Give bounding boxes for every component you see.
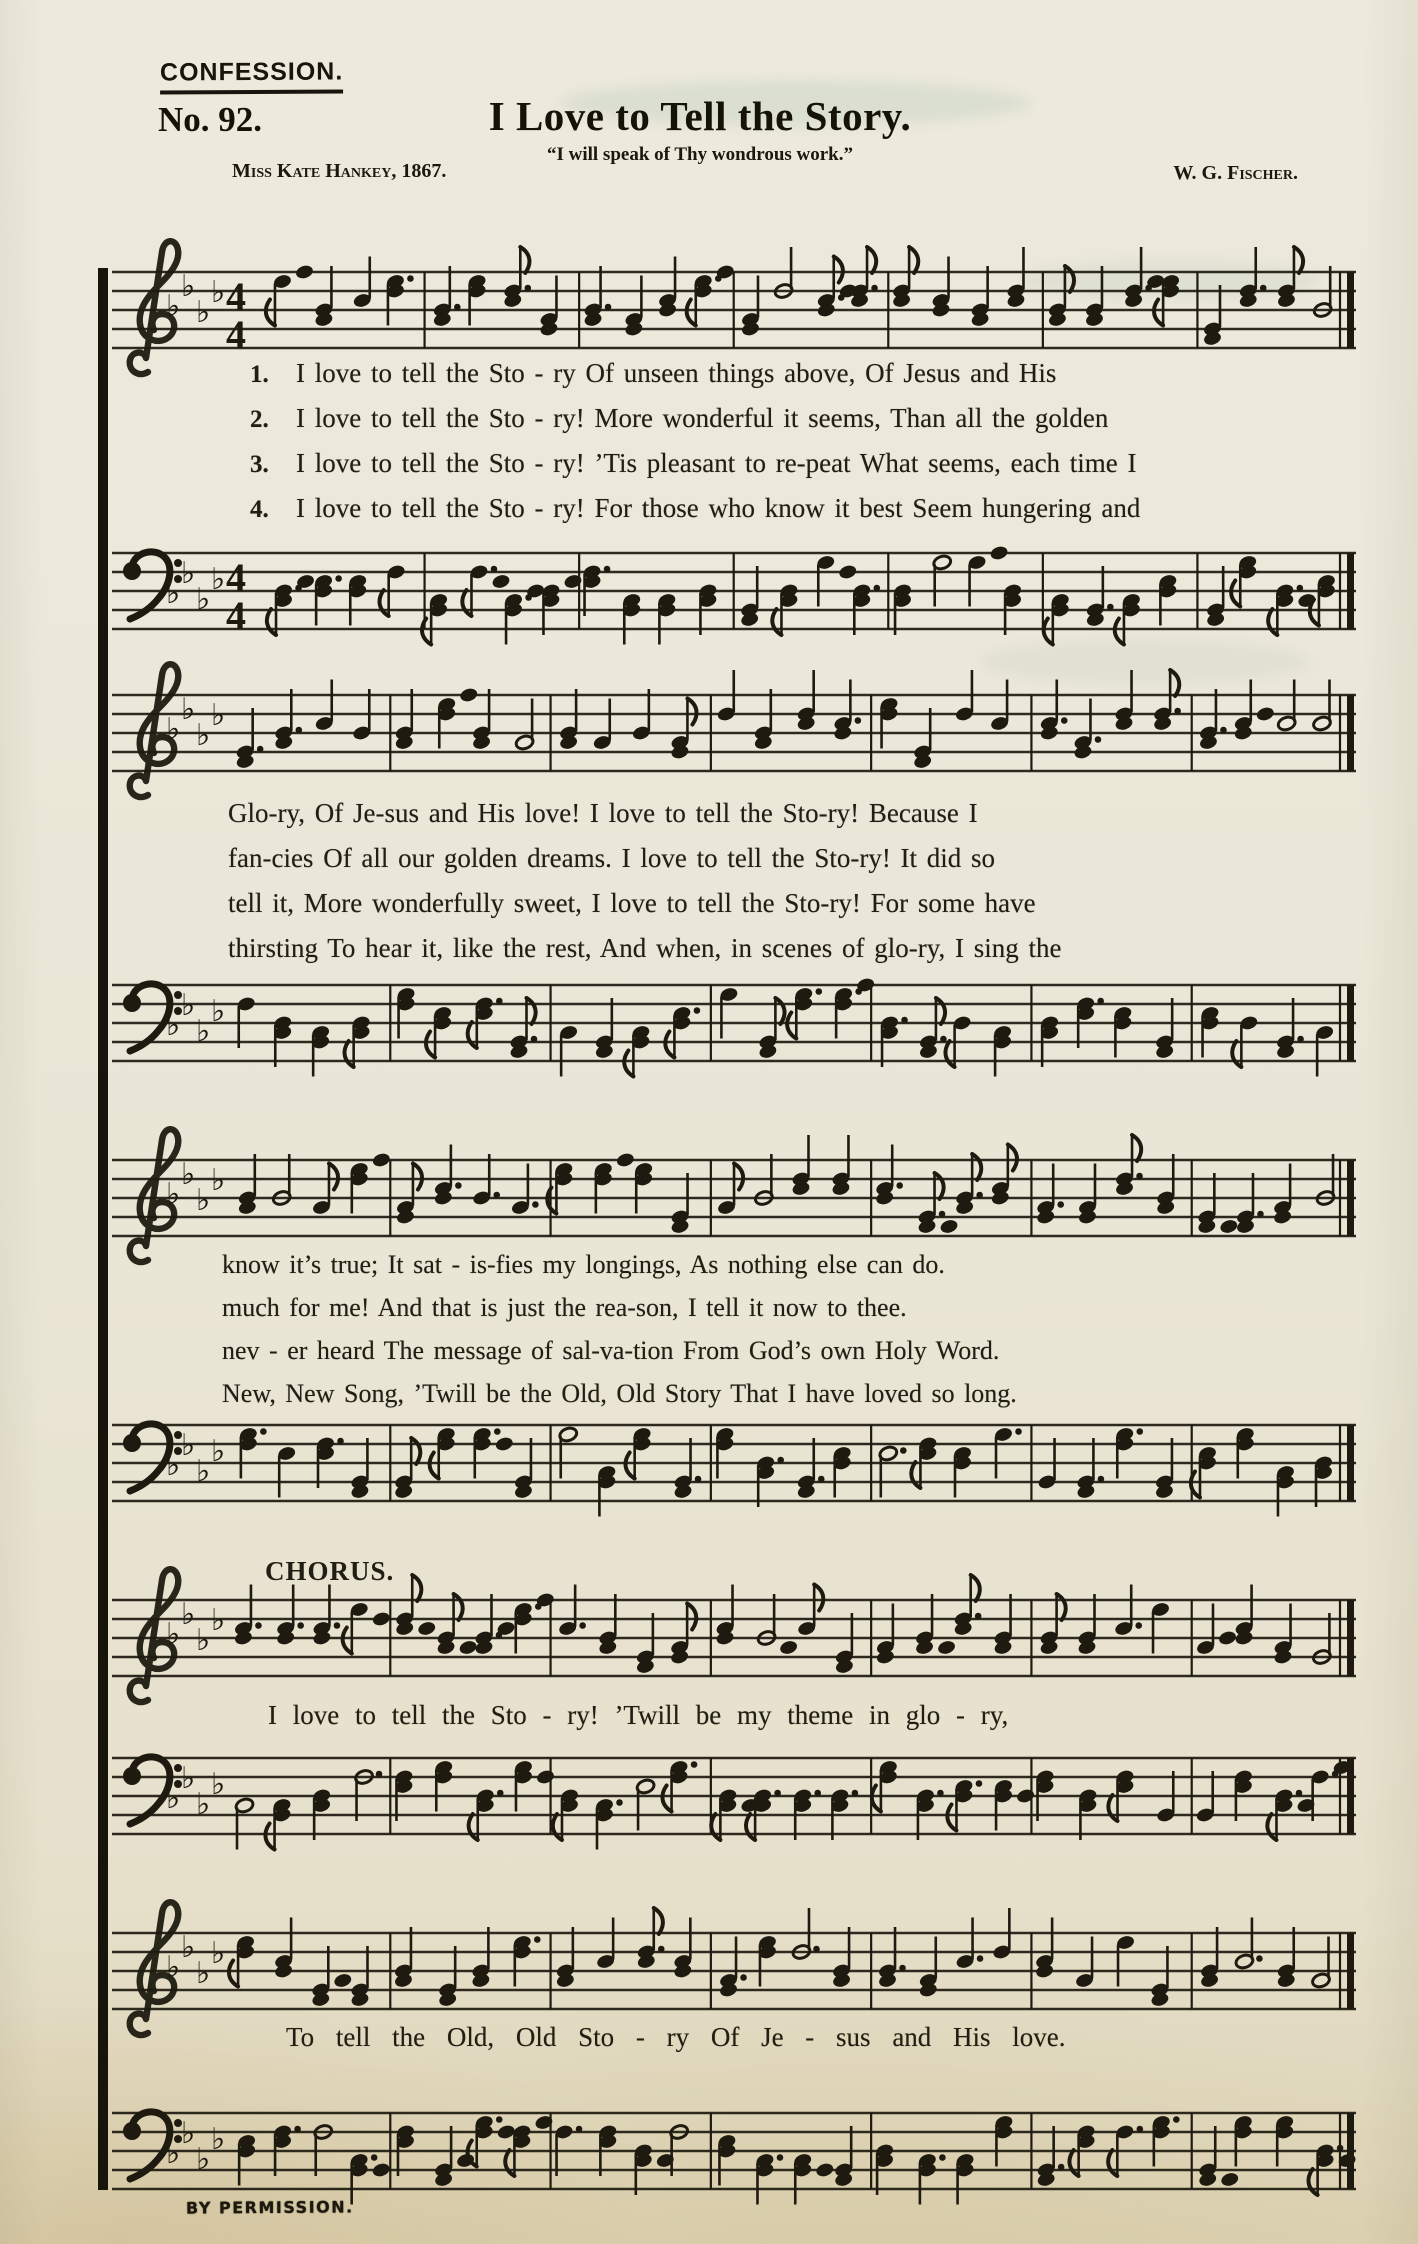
svg-text:♭: ♭ [166, 1950, 181, 1985]
svg-text:♭: ♭ [166, 1617, 181, 1652]
verse-block-3 [222, 1250, 1017, 1422]
chorus-line-1 [268, 1700, 1008, 1745]
lyric-line [250, 358, 1140, 403]
svg-text:♭: ♭ [196, 1787, 211, 1822]
lyric-line [250, 448, 1140, 493]
scripture-quote: “I will speak of Thy wondrous work.” [546, 144, 853, 165]
svg-text:♭: ♭ [196, 1956, 211, 1991]
lyric-line: To tell the Old, Old Sto - ry Of Je - sus and His love. [286, 2022, 1066, 2052]
lyric-line [250, 403, 1140, 448]
lyric-text: I love to tell the Sto - ry Of unseen things above, Of Jesus and His [296, 358, 1057, 388]
verse-number: 2. [250, 406, 269, 433]
lyric-text: I love to tell the Sto - ry! More wonderful it seems, Than all the golden [296, 403, 1109, 433]
lyric-line: New, New Song, ’Twill be the Old, Old Story That I have loved so long. [222, 1379, 1017, 1408]
svg-text:♭: ♭ [196, 1454, 211, 1489]
verse-number: 3. [250, 451, 269, 478]
svg-text:♭: ♭ [211, 275, 226, 310]
svg-text:♭: ♭ [181, 556, 196, 591]
lyric-line [250, 493, 1140, 538]
lyric-line: thirsting To hear it, like the rest, And when, in scenes of glo-ry, I sing the [228, 933, 1062, 963]
lyricist-credit: Miss Kate Hankey, 1867. [232, 160, 447, 182]
section-heading: CONFESSION. [160, 58, 343, 95]
lyric-line: much for me! And that is just the rea-son, I tell it now to thee. [222, 1293, 907, 1322]
svg-text:♭: ♭ [196, 2142, 211, 2177]
svg-text:♭: ♭ [196, 1014, 211, 1049]
lyric-line: I love to tell the Sto - ry! ’Twill be my theme in glo - ry, [268, 1700, 1009, 1730]
svg-text:♭: ♭ [181, 1157, 196, 1192]
svg-text:♭: ♭ [181, 1761, 196, 1796]
lyric-text: I love to tell the Sto - ry! For those who know it best Seem hungering and [296, 493, 1141, 523]
svg-text:♭: ♭ [166, 1781, 181, 1816]
svg-text:♭: ♭ [181, 1428, 196, 1463]
svg-text:♭: ♭ [196, 1183, 211, 1218]
page-title: I Love to Tell the Story. [488, 93, 912, 139]
svg-text:4: 4 [226, 312, 246, 357]
svg-text:♭: ♭ [181, 1597, 196, 1632]
svg-text:♭: ♭ [166, 1448, 181, 1483]
svg-text:♭: ♭ [196, 718, 211, 753]
svg-text:♭: ♭ [211, 2122, 226, 2157]
svg-text:♭: ♭ [196, 295, 211, 330]
svg-text:♭: ♭ [166, 576, 181, 611]
svg-text:♭: ♭ [181, 1930, 196, 1965]
verse-block-2 [228, 798, 1061, 978]
svg-text:♭: ♭ [181, 2116, 196, 2151]
svg-text:4: 4 [226, 555, 246, 600]
svg-text:♭: ♭ [211, 698, 226, 733]
svg-text:4: 4 [226, 593, 246, 638]
svg-text:♭: ♭ [211, 562, 226, 597]
chorus-line-2 [286, 2022, 1066, 2067]
svg-text:♭: ♭ [211, 1603, 226, 1638]
svg-text:♭: ♭ [166, 289, 181, 324]
svg-text:♭: ♭ [196, 1623, 211, 1658]
verse-number: 4. [250, 496, 269, 523]
verse-block-1 [250, 358, 1140, 538]
svg-text:♭: ♭ [211, 1163, 226, 1198]
svg-text:♭: ♭ [211, 1936, 226, 1971]
lyric-line: tell it, More wonderfully sweet, I love to tell the Sto-ry! For some have [228, 888, 1036, 918]
lyric-line: fan-cies Of all our golden dreams. I love to tell the Sto-ry! It did so [228, 843, 996, 873]
hymn-number: No. 92. [158, 100, 263, 139]
permission-note: BY PERMISSION. [185, 2197, 354, 2218]
svg-text:♭: ♭ [166, 1008, 181, 1043]
composer-credit: W. G. Fischer. [1173, 162, 1298, 184]
svg-text:♭: ♭ [166, 1177, 181, 1212]
svg-text:♭: ♭ [211, 1767, 226, 1802]
svg-text:♭: ♭ [181, 692, 196, 727]
svg-text:4: 4 [226, 274, 246, 319]
svg-text:♭: ♭ [181, 269, 196, 304]
chorus-label: CHORUS. [265, 1556, 395, 1586]
verse-number: 1. [250, 361, 269, 388]
svg-text:♭: ♭ [181, 988, 196, 1023]
svg-text:♭: ♭ [196, 582, 211, 617]
lyric-text: I love to tell the Sto - ry! ’Tis pleasant to re-peat What seems, each time I [296, 448, 1137, 478]
lyric-line: Glo-ry, Of Je-sus and His love! I love to tell the Sto-ry! Because I [228, 798, 978, 828]
svg-text:♭: ♭ [166, 2136, 181, 2171]
svg-text:♭: ♭ [166, 712, 181, 747]
svg-text:♭: ♭ [211, 1434, 226, 1469]
lyric-line: know it’s true; It sat - is-fies my longings, As nothing else can do. [222, 1250, 945, 1279]
svg-text:♭: ♭ [211, 994, 226, 1029]
lyric-line: nev - er heard The message of sal-va-tion From God’s own Holy Word. [222, 1336, 1000, 1365]
